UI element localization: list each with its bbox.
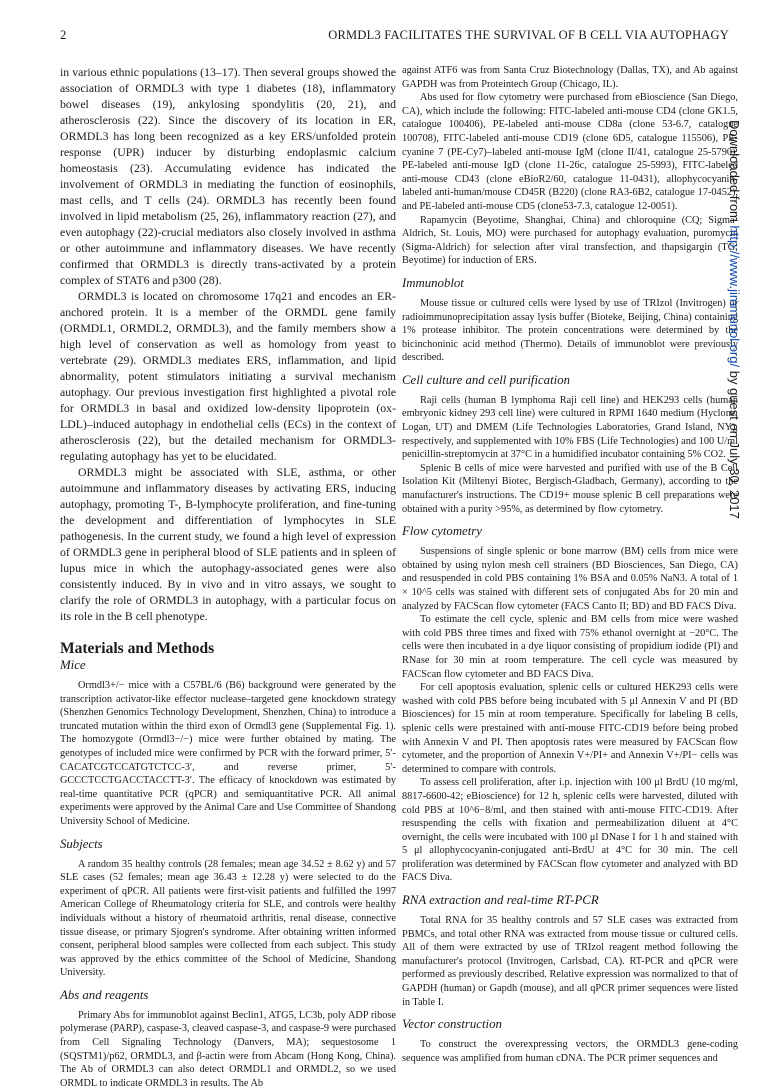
subheading-immunoblot: Immunoblot [402, 275, 464, 290]
download-sidebar [724, 120, 742, 760]
flow-paragraph-4: To assess cell proliferation, after i.p. injection with 100 μl BrdU (10 mg/ml, 8817-6600-42; eBioscience) for 12 h, splenic cells were harvested, diluted with cold PBS at 10^6−8/ml, and then stained with anti-mouse FITC-CD19. After resuspending the cells with fixation and permeabilization diluent at 4°C overnight, the cells were incubated with 100 μl DNase I for 1 h and stained with 5 μl allophycocyanin-conjugated anti-BrdU at 4°C for 30 min. The cell proliferation was determined by FACScan flow cytometer and analyzed with BD FACS Diva. [402, 777, 738, 884]
intro-paragraph-2: ORMDL3 is located on chromosome 17q21 and encodes an ER-anchored protein. It is a member of the ORMDL gene family (ORMDL1, ORMDL2, ORMDL3), and the family members show a high level of conservation as well as homology from yeast to vertebrate (29). ORMDL3 mediates ERS, inflammation, and lipid abnormality, potent stimulators initiating a survival mechanism autophagy. Our previous investigation first highlighted a pivotal role for ORMDL3 in basal and oxidized low-density lipoprotein (ox-LDL)–induced autophagy in endothelial cells (ECs) in the context of atherosclerosis (22), but the detailed mechanism for ORMDL3-regulating autophagy has yet to be elucidated. [60, 289, 396, 463]
flow-paragraph-1: Suspensions of single splenic or bone marrow (BM) cells from mice were obtained by using nylon mesh cell strainers (BD Biosciences, San Diego, CA) and resuspended in cold PBS containing 1% BSA and 0.05% NaN3. A total of 1 × 10^5 cells was stained with different sets of conjugated Abs for 20 min and analyzed by FACScan flow cytometer (FACS Canto II; BD) and BD FACS Diva. [402, 546, 738, 612]
intro-paragraph-3: ORMDL3 might be associated with SLE, asthma, or other autoimmune and inflammatory diseases by activating ERS, inducing autophagy, promoting T-, B-lymphocyte proliferation, and fine-tuning the development and differentiation of lymphocytes in SLE pathogenesis. In the current study, we found a high level of expression of ORMDL3 gene in peripheral blood of SLE patients and in spleen of lupus mice in which the autophagy-associated genes were also consistently induced. By in vivo and in vitro assays, we sought to clarify the role of ORMDL3 in autophagy, with a particular focus on its role in the B cell phenotype. [60, 465, 396, 623]
subheading-vector-construction: Vector construction [402, 1017, 502, 1032]
subjects-paragraph: A random 35 healthy controls (28 females; mean age 34.52 ± 8.62 y) and 57 SLE cases (52 females; mean age 36.43 ± 12.28 y) were selected to do the experiment of qPCR. All patients were first-visit patients and fulfilled the 1997 American College of Rheumatology criteria for SLE, and controls were healthy individuals without a history of rheumatoid arthritis, renal disease, connective tissue disease, or primary Sjogren's syndrome. After obtaining written informed consent, peripheral blood samples were collected from each subject. This study was approved by the ethics committee of the School of Medicine, Shandong University. [60, 858, 396, 979]
running-title: ORMDL3 FACILITATES THE SURVIVAL OF B CELL VIA AUTOPHAGY [328, 28, 729, 42]
sidebar-suffix: by guest on July 30, 2017 [727, 367, 742, 519]
sidebar-prefix: Downloaded from [727, 120, 742, 226]
page-header [60, 28, 729, 44]
subheading-subjects: Subjects [60, 836, 103, 851]
subheading-rna-extraction: RNA extraction and real-time RT-PCR [402, 893, 599, 908]
vector-paragraph: To construct the overexpressing vectors, the ORMDL3 gene-coding sequence was amplified from human cDNA. The PCR primer sequences and [402, 1039, 738, 1064]
mice-paragraph: Ormdl3+/− mice with a C57BL/6 (B6) background were generated by the transcription activator-like effector nuclease–targeted gene knockdown strategy (Shenzhen Genomics Technology Development, Shenzhen, China) to introduce a truncated mutation within the third exon of Ormdl3 gene (Supplemental Fig. 1). The homozygote (Ormdl3−/−) mice were further obtained by mating. The genotypes of included mice were confirmed by PCR with the forward primer, 5′-CACATCGTCCATGTCTCC-3′, and reverse primer, 5′-GCCCTCCTGACCTACCTT-3′. The efficacy of knockdown was estimated by real-time quantitative PCR (qPCR) and semiquantitative PCR. All animal experiments were approved by the Animal Care and Use Committee of Shandong University School of Medicine. [60, 680, 396, 827]
flow-abs-paragraph: Abs used for flow cytometry were purchased from eBioscience (San Diego, CA), which include the following: FITC-labeled anti-mouse CD4 (clone GK1.5, catalogue 100406), PE-labeled anti-mouse CD8a (clone 53-6.7, catalogue 100708), FITC-labeled anti-mouse CD19 (clone 6D5, catalogue 115506), PE-cyanine 7 (PE-Cy7)–labeled anti-mouse IgM (clone II/41, catalogue 25-5790), PE-labeled anti-mouse IgD (clone 11-26c, catalogue 25-5993), FITC-labeled anti-mouse CD43 (clone eBioR2/60, catalogue 11-0431), allophycocyanin-labeled anti-human/mouse CD45R (B220) (clone RA3-6B2, catalogue 17-0452), and PE-labeled anti-mouse CD5 (clone53-7.3, catalogue 12-0051). [402, 92, 738, 212]
flow-paragraph-3: For cell apoptosis evaluation, splenic cells or cultured HEK293 cells were washed with cold PBS before being incubated with 5 μl Annexin V and PI (BD Biosciences) for 15 min at room temperature. Specifically for labeling B cells, splenic cells were prestained with anti-mouse FITC-CD19 before being probed with Annexin V and PI. Then apoptosis rates were measured by FACScan flow cytometer, and the proportion of Annexin V+/PI+ and Annexin V+/PI− cells was determined to compare with controls. [402, 682, 738, 775]
flow-paragraph-2: To estimate the cell cycle, splenic and BM cells from mice were washed with cold PBS three times and fixed with 75% ethanol overnight at −20°C. The cells were then incubated in a dye liquor consisting of propidium iodide (PI) and RNase for 30 min at room temperature. The cell cycle was measured by FACScan flow cytometer and BD FACS Diva. [402, 614, 738, 680]
intro-paragraph-1: in various ethnic populations (13–17). Then several groups showed the association of ORMDL3 with type 1 diabetes (18), inflammatory bowel diseases (19), ankylosing spondylitis (20, 21), and atherosclerosis (22). Since the discovery of its location in ER, ORMDL3 has long been recognized as a key ERS/unfolded protein response (UPR) inducer by disturbing endoplasmic calcium homeostasis (23). Accumulating evidence has indicated the involvement of ORMDL3 in mediating the function of eosinophils, mast cells, and T cells (24). ORMDL3 has recently been found involved in lipid metabolism (25, 26), inflammatory reaction (27), and even autophagy (22)-crucial mediators also closely involved in asthma or other autoimmune and inflammatory diseases. We have recently confirmed that ORMDL3 is directly trans-activated by a protein complex of STAT6 and p300 (28). [60, 65, 396, 287]
immunoblot-paragraph: Mouse tissue or cultured cells were lysed by use of TRIzol (Invitrogen) or radioimmunoprecipitation assay lysis buffer (Bioteke, Beijing, China) containing 1% protease inhibitor. The protein concentrations were determined by the bicinchoninic acid method (Thermo). Details of immunoblot were previously described. [402, 297, 738, 364]
abs-paragraph: Primary Abs for immunoblot against Beclin1, ATG5, LC3b, poly ADP ribose polymerase (PARP), caspase-3, cleaved caspase-3, and caspase-9 were purchased from Cell Signaling Technology (Danvers, MA); sequestosome 1 (SQSTM1)/p62, ORMDL3, and β-actin were from Abcam (Hong Kong, China). The Ab of ORMDL3 can also detect ORMDL1 and ORMDL2, so we used ORMDL to indicate ORMDL3 in results. The Ab [60, 1009, 396, 1089]
cell-culture-paragraph-1: Raji cells (human B lymphoma Raji cell line) and HEK293 cells (human embryonic kidney 293 cell line) were cultured in RPMI 1640 medium (Hyclone, Logan, UT) and DMEM (Life Technologies Laboratories, Grand Island, NY), respectively, and supplemented with 10% FBS (Life Technologies) and 100 U/ml penicillin-streptomycin at 37°C in a humidified incubator containing 5% CO2. [402, 394, 738, 461]
subheading-mice: Mice [60, 658, 86, 672]
cell-culture-paragraph-2: Splenic B cells of mice were harvested and purified with use of the B Cell Isolation Kit (Miltenyi Biotec, Bergisch-Gladbach, Germany), according to the manufacturer's instructions. The CD19+ mouse splenic B cell preparations were obtained with a purity >95%, as determined by flow cytometry. [402, 462, 738, 515]
rna-paragraph: Total RNA for 35 healthy controls and 57 SLE cases was extracted from PBMCs, and total other RNA was extracted from mouse tissue or cultured cells. All of them were extracted by use of TRIzol reagent method following the manufacturer's protocol (Invitrogen, Carlsbad, CA). RT-PCR and qPCR were performed as previously described. Relative expression was normalized to that of GAPDH (human) or Gapdh (mouse), and all qPCR primer sequences were listed in Table I. [402, 915, 738, 1008]
subheading-abs-reagents: Abs and reagents [60, 987, 149, 1002]
subheading-flow-cytometry: Flow cytometry [402, 524, 482, 539]
section-heading-materials-methods: Materials and Methods [60, 640, 215, 657]
sidebar-link[interactable]: http://www.jimmunol.org/ [727, 225, 742, 368]
left-column [60, 64, 396, 1090]
subheading-cell-culture: Cell culture and cell purification [402, 372, 570, 387]
abs-continued-paragraph: against ATF6 was from Santa Cruz Biotechnology (Dallas, TX), and Ab against GAPDH was from Proteintech Group (Chicago, IL). [402, 65, 738, 90]
right-column [402, 64, 738, 1065]
reagents-paragraph: Rapamycin (Beyotime, Shanghai, China) and chloroquine (CQ; Sigma-Aldrich, St. Louis, MO) were purchased for autophagy evaluation, puromycin (Sigma-Aldrich) for selection after viral transfection, and thapsigargin (TG; Beyotime) for induction of ERS. [402, 214, 738, 267]
page-number: 2 [60, 28, 67, 42]
